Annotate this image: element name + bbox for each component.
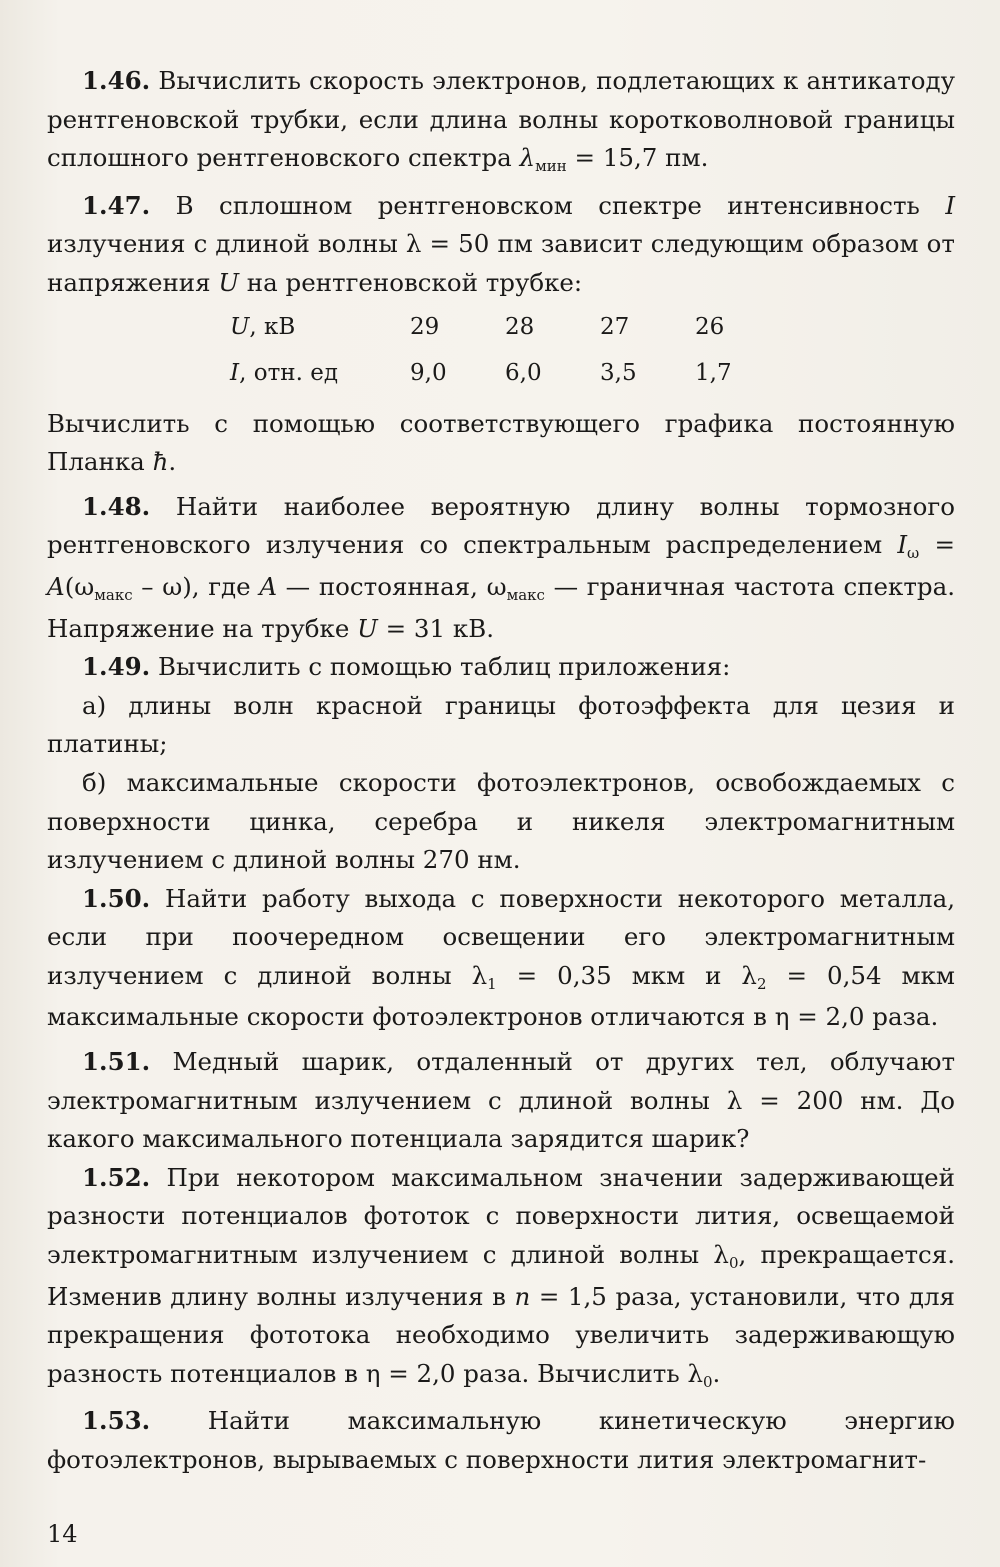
table-cell: 29 (410, 313, 440, 340)
problem-text: Найти наиболее вероятную длину волны тормозного рентгеновского излучения со спектральным распределением (47, 491, 955, 560)
lambda-symbol: λ (519, 143, 536, 173)
problem-text: Вычислить скорость электронов, подлетающих к антикатоду рентгеновской трубки, если длина волны коротковолновой границы сплошного рентгеновского спектра (47, 66, 955, 173)
table-cell: 3,5 (600, 359, 637, 386)
problem-number: 1.52. (82, 1162, 151, 1192)
problem-text: излучения с длиной волны λ = 50 пм зависит следующим образом от напряжения (47, 229, 955, 297)
table-row-label-i: I, отн. ед (230, 359, 339, 386)
problem-1-50: 1.50. Найти работу выхода с поверхности некоторого металла, если при поочередном освещении его электромагнитным излучением с длиной волны $\lambda_1 = 0,35$ мкм и $\lambda_2 = 0,54$ мкм максимальные скорости фотоэлектронов отличаются в η = 2,0 раза. (47, 883, 955, 1032)
problem-1-49-item-a: а) длины волн красной границы фотоэффекта для цезия и платины; (47, 690, 955, 759)
planck-symbol: ħ (152, 447, 169, 477)
table-cell: 9,0 (410, 359, 447, 386)
problem-number: 1.47. (82, 190, 151, 220)
problem-1-47 (47, 187, 955, 303)
page-number: 14 (47, 1520, 78, 1548)
table-cell: 26 (695, 313, 725, 340)
problem-1-46 (47, 62, 955, 181)
problem-text: Медный шарик, отдаленный от других тел, облучают электромагнитным излучением с длиной волны λ = 200 нм. До какого максимального потенциала зарядится шарик? (47, 1047, 955, 1154)
problem-1-47-continuation: Вычислить с помощью соответствующего графика постоянную Планка ħ. (47, 408, 955, 477)
problem-1-53 (47, 1402, 955, 1479)
table-cell: 27 (600, 313, 630, 340)
problem-number: 1.51. (82, 1047, 151, 1077)
table-row-label-u: U, кВ (230, 313, 296, 340)
problem-text-end: на рентгеновской трубке: (239, 267, 583, 297)
table-cell: 1,7 (695, 359, 732, 386)
voltage-intensity-table (180, 309, 955, 391)
problem-1-52: 1.52. При некотором максимальном значении задерживающей разности потенциалов фототок с поверхности лития, освещаемой электромагнитным излучением с длиной волны $\lambda_0$, прекращается. Изменив длину волны излучения в n = 1,5 раза, установили, что для прекращения фототока необходимо увеличить задерживающую разность потенциалов в η = 2,0 раза. Вычислить $\lambda_0$. (47, 1162, 956, 1391)
problem-text: В сплошном рентгеновском спектре интенсивность (150, 190, 946, 220)
problem-number: 1.50. (82, 883, 151, 913)
problem-text: Вычислить с помощью таблиц приложения: (150, 652, 731, 682)
problem-number: 1.53. (82, 1406, 151, 1436)
problem-text: Найти максимальную кинетическую энергию фотоэлектронов, вырываемых с поверхности лития электромагнит- (47, 1406, 955, 1474)
problem-number: 1.46. (82, 66, 151, 95)
problem-1-51 (47, 1043, 955, 1159)
intensity-symbol: I (945, 190, 955, 220)
voltage-symbol: U (218, 267, 240, 297)
problem-number: 1.48. (82, 491, 151, 521)
problem-1-48: 1.48. Найти наиболее вероятную длину волны тормозного рентгеновского излучения со спектральным распределением $I_\omega = A(\omega_{макс} - \omega)$, где A — постоянная, $\omega_{макс}$ — граничная частота спектра. Напряжение на трубке U = 31 кВ. (47, 491, 955, 643)
problem-text-end: = 15,7 пм. (566, 143, 709, 173)
table-cell: 28 (505, 313, 535, 340)
lambda-subscript: мин (535, 157, 567, 176)
problem-1-49 (47, 648, 955, 687)
page-content (47, 62, 955, 1480)
table-cell: 6,0 (505, 359, 542, 386)
problem-number: 1.49. (82, 652, 151, 682)
problem-1-49-item-b: б) максимальные скорости фотоэлектронов, освобождаемых с поверхности цинка, серебра и никеля электромагнитным излучением с длиной волны 270 нм. (47, 767, 955, 875)
